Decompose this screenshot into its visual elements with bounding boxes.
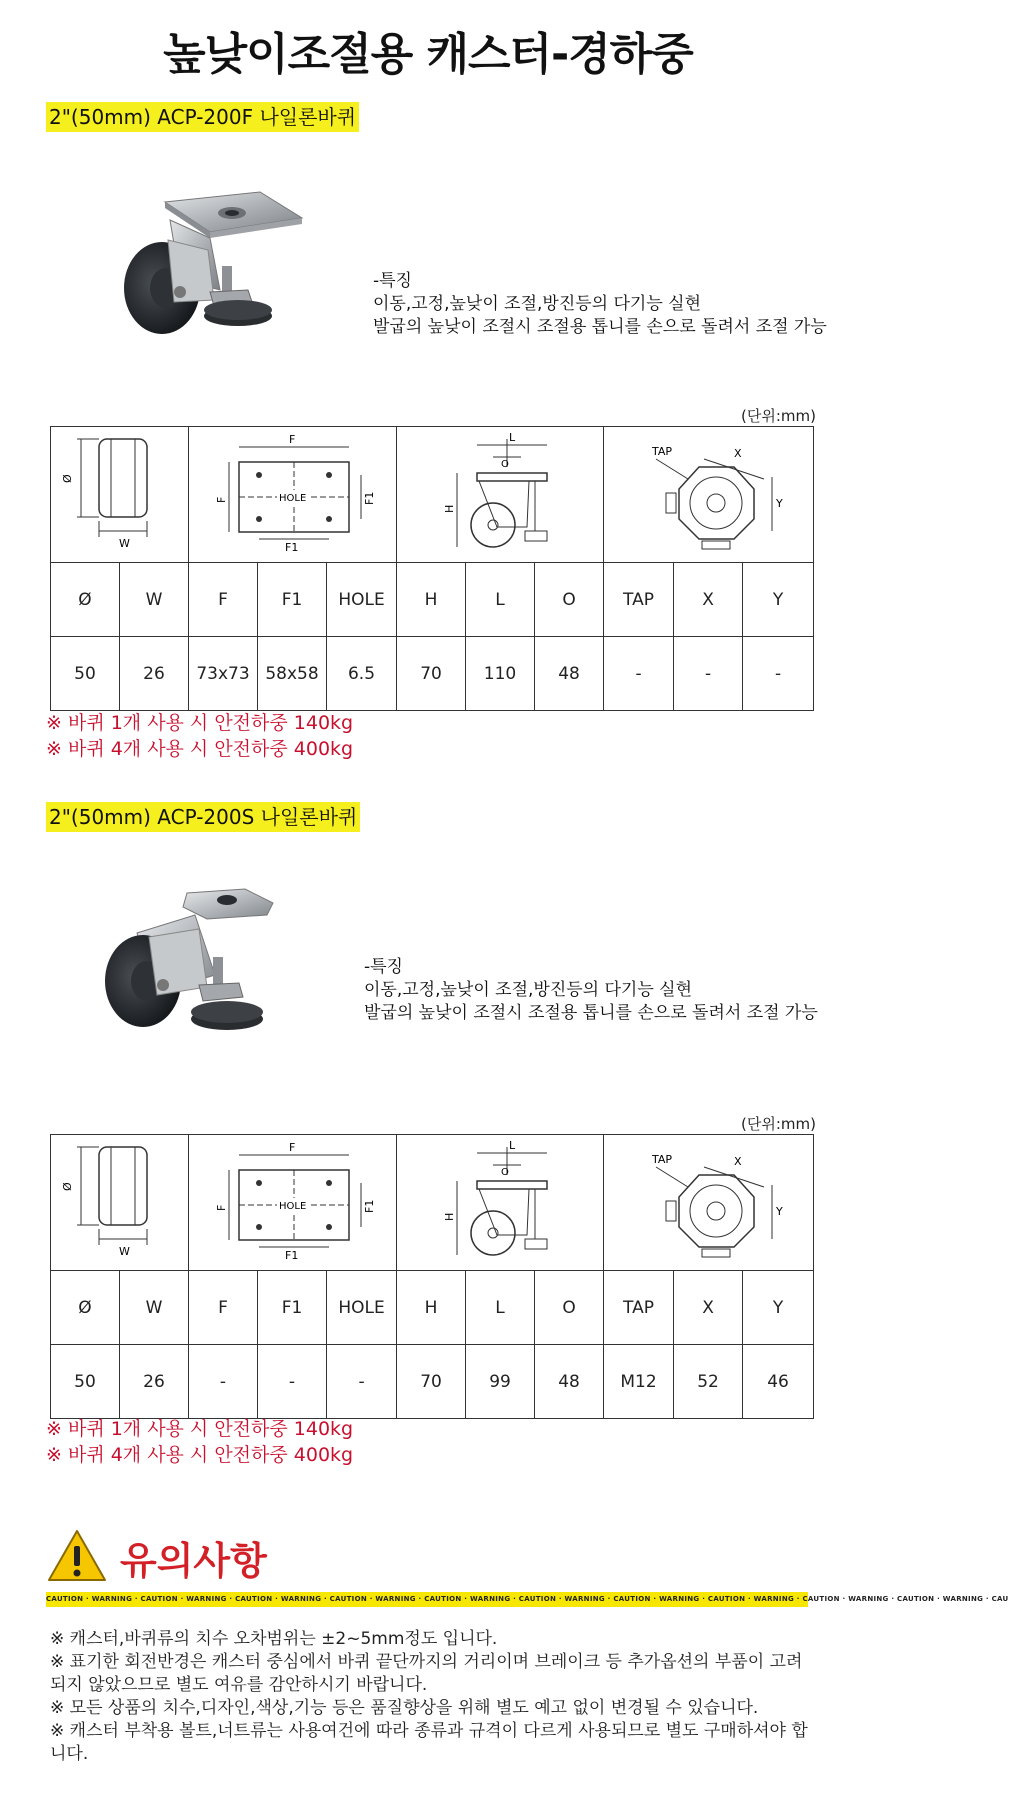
- spec-header: O: [535, 563, 604, 637]
- spec-value: 46: [743, 1345, 814, 1419]
- product-1-load-notes: [46, 710, 353, 762]
- side-view-diagram: [397, 427, 604, 563]
- diagram-label: H: [443, 504, 457, 513]
- spec-header: Ø: [51, 563, 120, 637]
- spec-value: 6.5: [327, 637, 397, 711]
- spec-value: 50: [51, 637, 120, 711]
- caution-strip: CAUTION · WARNING · CAUTION · WARNING · CAUTION · WARNING · CAUTION · WARNING · CAUTION · WARNING · CAUTION · WARNING · CAUTION · WARNING · CAUTION · WARNING · CAUTION · WARNING · CAUTION · WARNING · CAU: [46, 1592, 808, 1607]
- warning-note: ※ 모든 상품의 치수,디자인,색상,기능 등은 품질향상을 위해 별도 예고 없이 변경될 수 있습니다.: [50, 1698, 759, 1718]
- features-heading: -특징: [364, 957, 403, 977]
- plate-dimension-diagram: [189, 427, 397, 563]
- diagram-label: F1: [363, 491, 376, 505]
- spec-value: 99: [466, 1345, 535, 1419]
- diagram-label: O: [501, 1167, 509, 1178]
- diagram-label: X: [734, 447, 742, 460]
- features-heading: -특징: [373, 271, 412, 291]
- diagram-label: F: [215, 1204, 228, 1211]
- spec-header: F1: [258, 1271, 327, 1345]
- wheel-dimension-diagram: [51, 1135, 189, 1271]
- spec-value: 26: [120, 637, 189, 711]
- spec-header: L: [466, 1271, 535, 1345]
- diagram-label: H: [443, 1212, 457, 1221]
- diagram-label: HOLE: [279, 1201, 307, 1212]
- spec-value: -: [604, 637, 674, 711]
- product-1-model-label: 2"(50mm) ACP-200F 나일론바퀴: [46, 102, 359, 132]
- diagram-label: W: [119, 537, 130, 550]
- wheel-dimension-diagram: [51, 427, 189, 563]
- spec-header: HOLE: [327, 1271, 397, 1345]
- spec-value: 52: [674, 1345, 743, 1419]
- spec-header: H: [397, 1271, 466, 1345]
- diagram-label: F1: [285, 541, 299, 554]
- spec-value: -: [189, 1345, 258, 1419]
- features-line: 발굽의 높낮이 조절시 조절용 톱니를 손으로 돌려서 조절 가능: [364, 1003, 818, 1023]
- warning-note: ※ 캐스터 부착용 볼트,너트류는 사용여건에 따라 종류과 규격이 다르게 사용되므로 별도 구매하셔야 합니다.: [50, 1721, 808, 1764]
- swivel-radius-diagram: [604, 427, 814, 563]
- spec-header: F: [189, 1271, 258, 1345]
- diagram-label: L: [509, 431, 516, 444]
- diagram-label: F1: [285, 1249, 299, 1262]
- warning-title: 유의사항: [120, 1539, 267, 1583]
- features-line: 발굽의 높낮이 조절시 조절용 톱니를 손으로 돌려서 조절 가능: [373, 317, 827, 337]
- diagram-label: Y: [776, 497, 783, 510]
- page-title: 높낮이조절용 캐스터-경하중: [163, 29, 693, 80]
- load-note: ※ 바퀴 1개 사용 시 안전하중 140kg: [46, 1418, 354, 1440]
- spec-header: Y: [743, 1271, 814, 1345]
- product-2-unit: (단위:mm): [741, 1115, 816, 1133]
- diagram-label: L: [509, 1139, 516, 1152]
- spec-header: O: [535, 1271, 604, 1345]
- product-2-photo: [95, 885, 295, 1065]
- diagram-label: Y: [776, 1205, 783, 1218]
- product-1-photo: [110, 180, 310, 360]
- spec-header: H: [397, 563, 466, 637]
- diagram-label: W: [119, 1245, 130, 1258]
- diagram-label: F: [289, 1141, 296, 1154]
- spec-value: 73x73: [189, 637, 258, 711]
- warning-notes: [50, 1628, 810, 1766]
- load-note: ※ 바퀴 4개 사용 시 안전하중 400kg: [46, 1444, 354, 1466]
- spec-value: -: [327, 1345, 397, 1419]
- spec-value: 70: [397, 1345, 466, 1419]
- spec-header: TAP: [604, 563, 674, 637]
- spec-header: F: [189, 563, 258, 637]
- spec-header: Ø: [51, 1271, 120, 1345]
- spec-value: 26: [120, 1345, 189, 1419]
- spec-header: HOLE: [327, 563, 397, 637]
- spec-header: TAP: [604, 1271, 674, 1345]
- spec-value: -: [743, 637, 814, 711]
- spec-header: X: [674, 563, 743, 637]
- warning-note: ※ 캐스터,바퀴류의 치수 오차범위는 ±2~5mm정도 입니다.: [50, 1629, 498, 1649]
- diagram-label: Ø: [61, 474, 74, 483]
- product-1-features: [373, 270, 827, 339]
- spec-header: X: [674, 1271, 743, 1345]
- features-line: 이동,고정,높낮이 조절,방진등의 다기능 실현: [373, 294, 702, 314]
- diagram-label: X: [734, 1155, 742, 1168]
- swivel-radius-diagram: [604, 1135, 814, 1271]
- product-2-spec-table: [50, 1134, 814, 1419]
- spec-value: 50: [51, 1345, 120, 1419]
- product-2-load-notes: [46, 1416, 353, 1468]
- spec-value: -: [258, 1345, 327, 1419]
- spec-value: 110: [466, 637, 535, 711]
- plate-dimension-diagram: [189, 1135, 397, 1271]
- side-view-diagram: [397, 1135, 604, 1271]
- load-note: ※ 바퀴 1개 사용 시 안전하중 140kg: [46, 712, 354, 734]
- spec-header: L: [466, 563, 535, 637]
- diagram-label: TAP: [652, 445, 673, 458]
- product-2-features: [364, 956, 818, 1025]
- spec-value: 58x58: [258, 637, 327, 711]
- diagram-label: Ø: [61, 1182, 74, 1191]
- diagram-label: F1: [363, 1199, 376, 1213]
- product-1-unit: (단위:mm): [741, 407, 816, 425]
- product-1-spec-table: [50, 426, 814, 711]
- diagram-label: F: [289, 433, 296, 446]
- spec-header: W: [120, 1271, 189, 1345]
- spec-value: 70: [397, 637, 466, 711]
- product-2-model-label: 2"(50mm) ACP-200S 나일론바퀴: [46, 802, 360, 832]
- spec-header: Y: [743, 563, 814, 637]
- spec-value: -: [674, 637, 743, 711]
- diagram-label: HOLE: [279, 493, 307, 504]
- diagram-label: F: [215, 496, 228, 503]
- spec-value: M12: [604, 1345, 674, 1419]
- diagram-label: O: [501, 459, 509, 470]
- diagram-label: TAP: [652, 1153, 673, 1166]
- spec-value: 48: [535, 1345, 604, 1419]
- load-note: ※ 바퀴 4개 사용 시 안전하중 400kg: [46, 738, 354, 760]
- warning-triangle-icon: [46, 1528, 108, 1584]
- spec-header: W: [120, 563, 189, 637]
- warning-note: ※ 표기한 회전반경은 캐스터 중심에서 바퀴 끝단까지의 거리이며 브레이크 등 추가옵션의 부품이 고려되지 않았으므로 별도 여유를 감안하시기 바랍니다.: [50, 1652, 803, 1695]
- features-line: 이동,고정,높낮이 조절,방진등의 다기능 실현: [364, 980, 693, 1000]
- spec-value: 48: [535, 637, 604, 711]
- spec-header: F1: [258, 563, 327, 637]
